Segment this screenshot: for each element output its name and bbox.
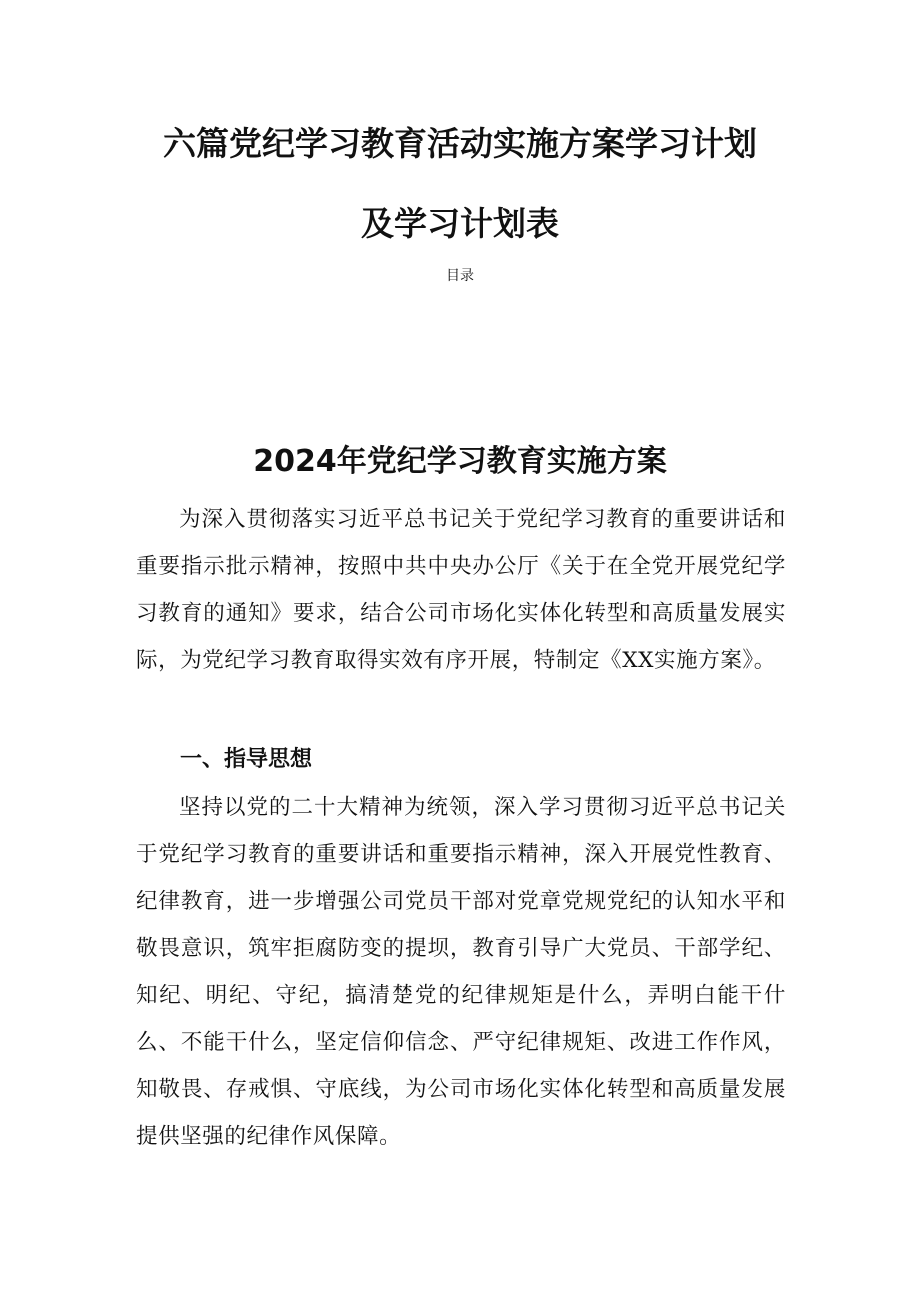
table-of-contents-label: 目录 [446,268,474,284]
heading-guiding-ideology: 一、指导思想 [180,747,313,772]
guiding-ideology-paragraph: 坚持以党的二十大精神为统领，深入学习贯彻习近平总书记关于党纪学习教育的重要讲话和重要指示精神，深入开展党性教育、纪律教育，进一步增强公司党员干部对党章党规党纪的认知水平和敬畏意识，筑牢拒腐防变的提坝，教育引导广大党员、干部学纪、知纪、明纪、守纪，搞清楚党的纪律规矩是什么，弄明白能干什么、不能干什么，坚定信仰信念、严守纪律规矩、改进工作作风，知敬畏、存戒惧、守底线，为公司市场化实体化转型和高质量发展提供坚强的纪律作风保障。 [136,795,786,1149]
document-title-line-2: 及学习计划表 [361,204,559,243]
intro-paragraph: 为深入贯彻落实习近平总书记关于党纪学习教育的重要讲话和重要指示批示精神，按照中共中央办公厅《关于在全党开展党纪学习教育的通知》要求，结合公司市场化实体化转型和高质量发展实际，为党纪学习教育取得实效有序开展，特制定《XX实施方案》。 [136,507,786,673]
document-title-line-1: 六篇党纪学习教育活动实施方案学习计划 [163,124,757,163]
section-title: 2024年党纪学习教育实施方案 [253,444,667,479]
